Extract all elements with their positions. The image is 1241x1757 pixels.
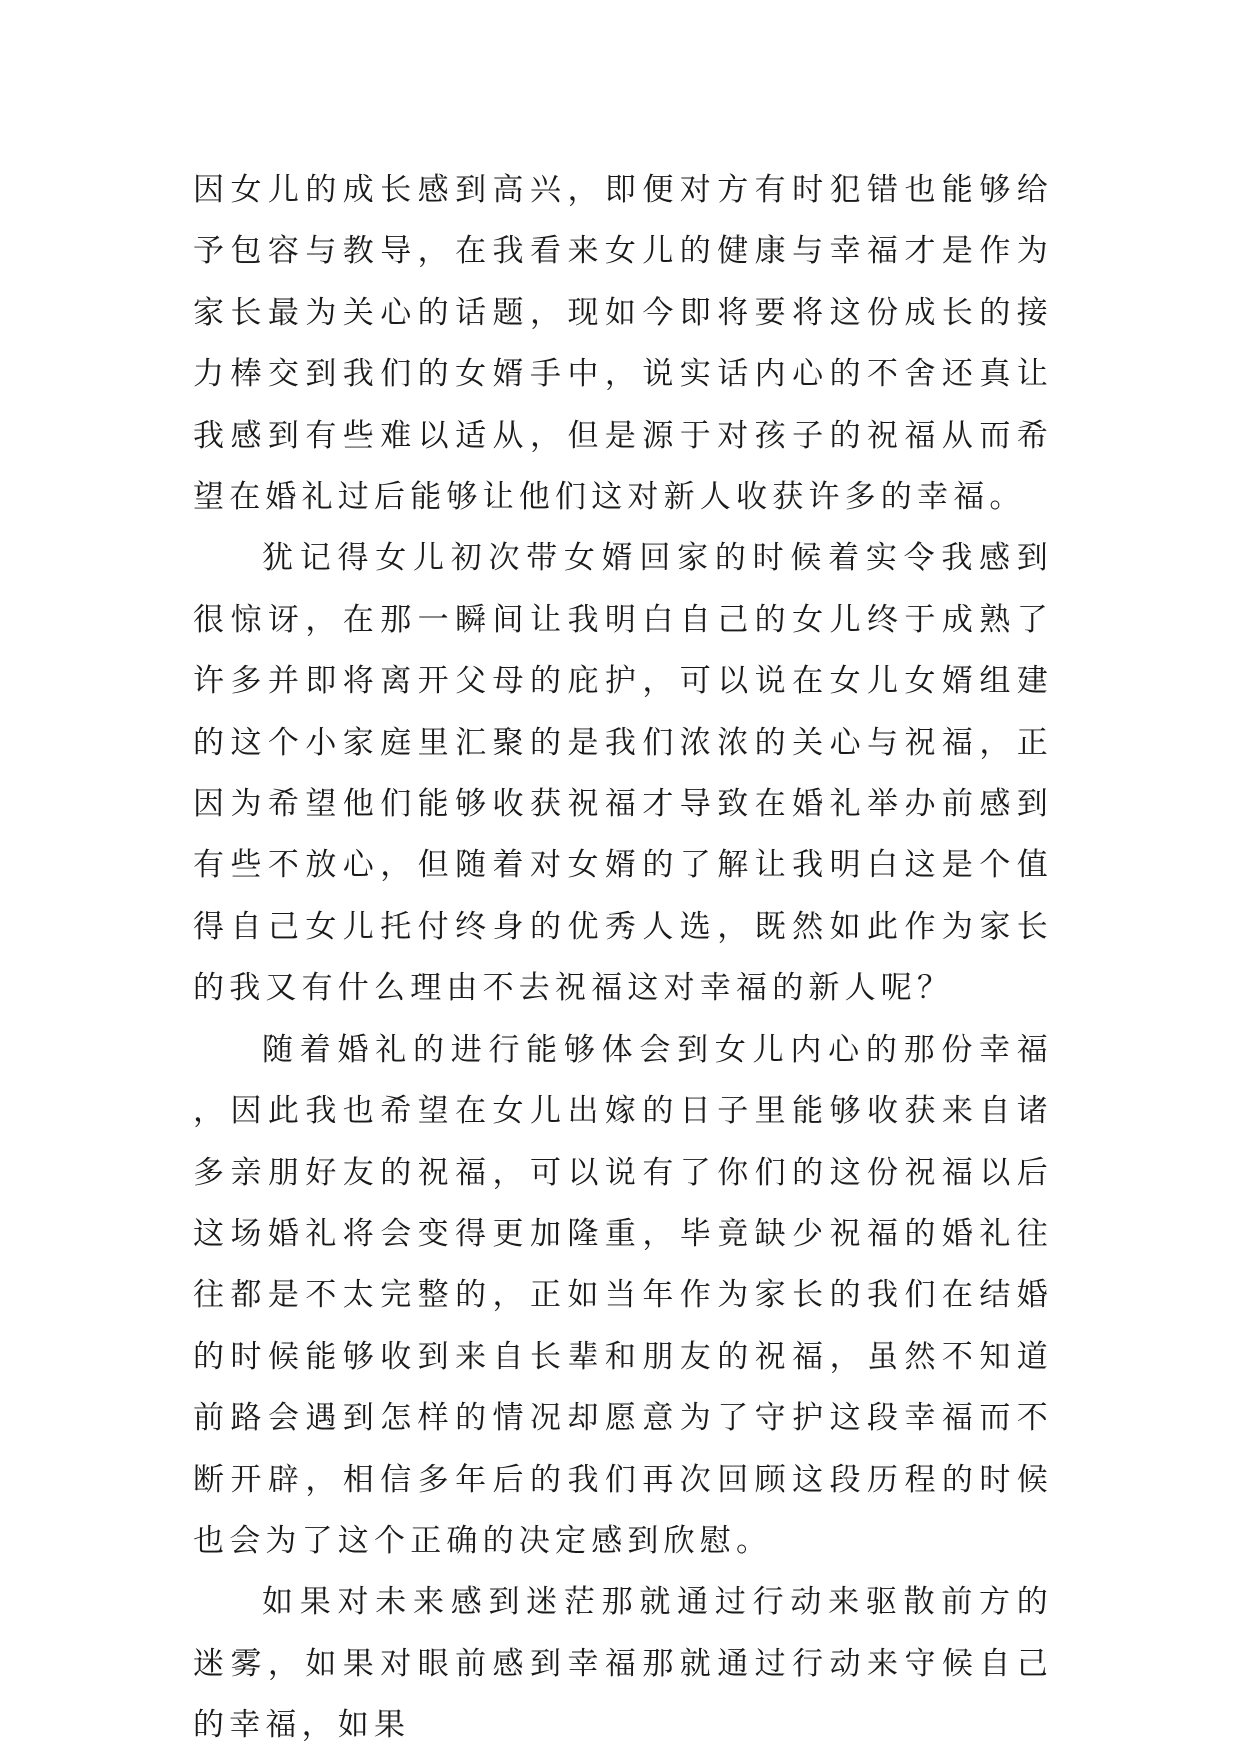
paragraph-wedding-blessings: 随着婚礼的进行能够体会到女儿内心的那份幸福，因此我也希望在女儿出嫁的日子里能够收获来自诸多亲朋好友的祝福，可以说有了你们的这份祝福以后这场婚礼将会变得更加隆重，毕竟缺少祝福的婚礼往往都是不太完整的，正如当年作为家长的我们在结婚的时候能够收到来自长辈和朋友的祝福，虽然不知道前路会遇到怎样的情况却愿意为了守护这段幸福而不断开辟，相信多年后的我们再次回顾这段历程的时候也会为了这个正确的决定感到欣慰。 bbox=[193, 1031, 1053, 1559]
document-body bbox=[193, 160, 1053, 1757]
paragraph-continued: 因女儿的成长感到高兴，即便对方有时犯错也能够给予包容与教导，在我看来女儿的健康与幸福才是作为家长最为关心的话题，现如今即将要将这份成长的接力棒交到我们的女婿手中，说实话内心的不舍还真让我感到有些难以适从，但是源于对孩子的祝福从而希望在婚礼过后能够让他们这对新人收获许多的幸福。 bbox=[193, 172, 1053, 516]
paragraph-first-visit: 犹记得女儿初次带女婿回家的时候着实令我感到很惊讶，在那一瞬间让我明白自己的女儿终于成熟了许多并即将离开父母的庇护，可以说在女儿女婿组建的这个小家庭里汇聚的是我们浓浓的关心与祝福，正因为希望他们能够收获祝福才导致在婚礼举办前感到有些不放心，但随着对女婿的了解让我明白这是个值得自己女儿托付终身的优秀人选，既然如此作为家长的我又有什么理由不去祝福这对幸福的新人呢？ bbox=[193, 540, 1053, 1007]
paragraph-future: 如果对未来感到迷茫那就通过行动来驱散前方的迷雾，如果对眼前感到幸福那就通过行动来守候自己的幸福，如果 bbox=[193, 1584, 1053, 1744]
